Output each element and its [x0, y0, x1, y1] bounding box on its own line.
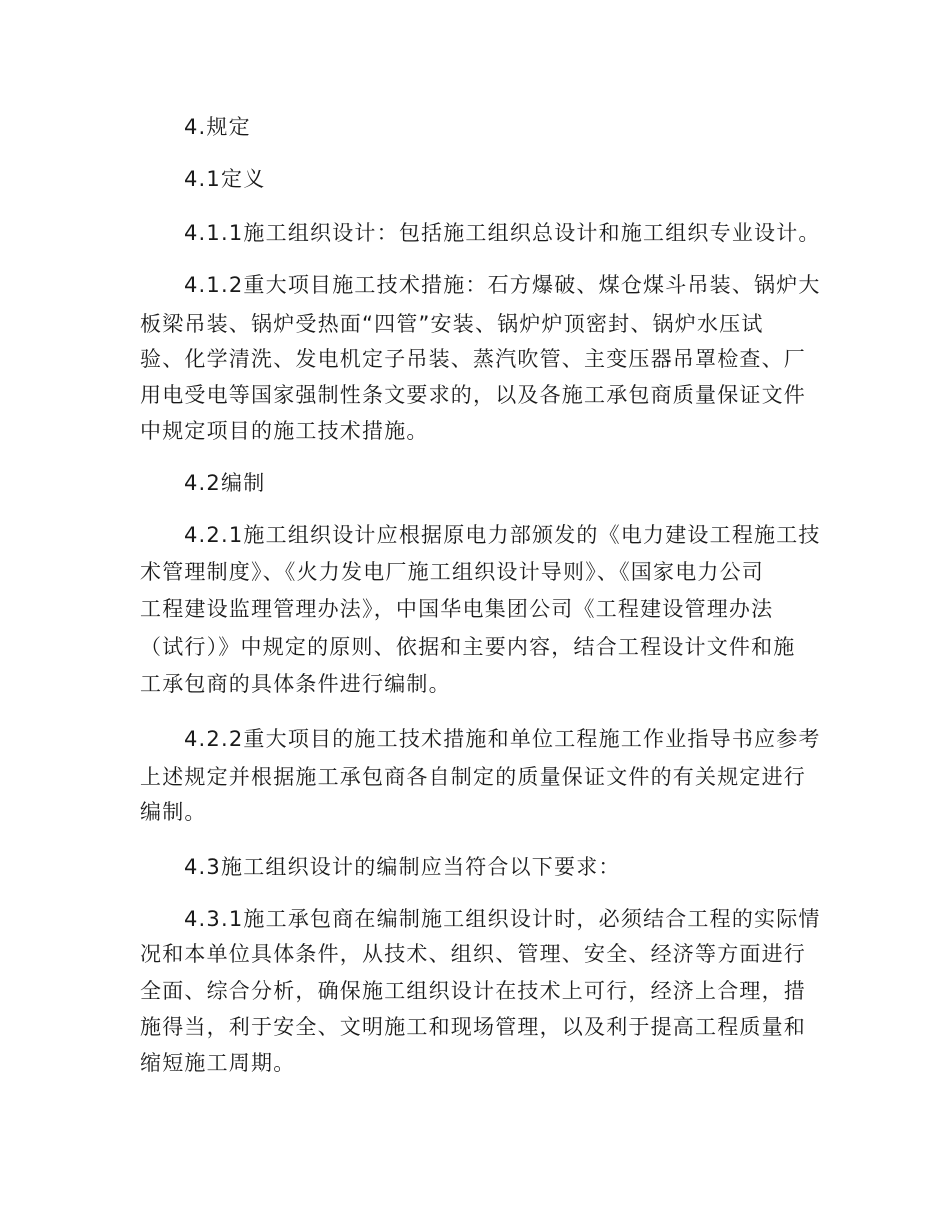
paragraph-4-2-2-line-1: 4.2.2重大项目的施工技术措施和单位工程施工作业指导书应参考 [184, 727, 821, 751]
paragraph-4-3-1-line-1: 4.3.1施工承包商在编制施工组织设计时，必须结合工程的实际情 [184, 907, 821, 931]
paragraph-4-1-2-line-3: 验、化学清洗、发电机定子吊装、蒸汽吹管、主变压器吊罩检查、厂 [140, 347, 806, 371]
paragraph-4-1-2-line-2: 板梁吊装、锅炉受热面“四管”安装、锅炉炉顶密封、锅炉水压试 [140, 312, 764, 336]
section-heading-4-3: 4.3施工组织设计的编制应当符合以下要求： [184, 855, 621, 879]
section-heading-4: 4.规定 [184, 115, 251, 139]
paragraph-4-3-1-line-2: 况和本单位具体条件，从技术、组织、管理、安全、经济等方面进行 [140, 942, 806, 966]
paragraph-4-1-2-line-1: 4.1.2重大项目施工技术措施：石方爆破、煤仓煤斗吊装、锅炉大 [184, 273, 821, 297]
paragraph-4-2-1-line-2: 术管理制度》、《火力发电厂施工组织设计导则》、《国家电力公司 [140, 560, 764, 584]
paragraph-4-3-1-line-4: 施得当，利于安全、文明施工和现场管理，以及利于提高工程质量和 [140, 1015, 806, 1039]
section-heading-4-2: 4.2编制 [184, 471, 266, 495]
paragraph-4-2-2-line-3: 编制。 [140, 800, 207, 824]
paragraph-4-2-2-line-2: 上述规定并根据施工承包商各自制定的质量保证文件的有关规定进行 [140, 765, 806, 789]
paragraph-4-2-1-line-3: 工程建设监理管理办法》，中国华电集团公司《工程建设管理办法 [140, 597, 774, 621]
paragraph-4-2-1-line-4: （试行）》中规定的原则、依据和主要内容，结合工程设计文件和施 [140, 635, 796, 659]
paragraph-4-3-1-line-5: 缩短施工周期。 [140, 1051, 296, 1075]
paragraph-4-2-1-line-1: 4.2.1施工组织设计应根据原电力部颁发的《电力建设工程施工技 [184, 523, 821, 547]
paragraph-4-1-2-line-4: 用电受电等国家强制性条文要求的，以及各施工承包商质量保证文件 [140, 383, 806, 407]
paragraph-4-2-1-line-5: 工承包商的具体条件进行编制。 [140, 672, 451, 696]
paragraph-4-1-1-line-1: 4.1.1施工组织设计：包括施工组织总设计和施工组织专业设计。 [184, 221, 821, 245]
paragraph-4-1-2-line-5: 中规定项目的施工技术措施。 [140, 419, 429, 443]
paragraph-4-3-1-line-3: 全面、综合分析，确保施工组织设计在技术上可行，经济上合理，措 [140, 979, 806, 1003]
section-heading-4-1: 4.1定义 [184, 167, 266, 191]
